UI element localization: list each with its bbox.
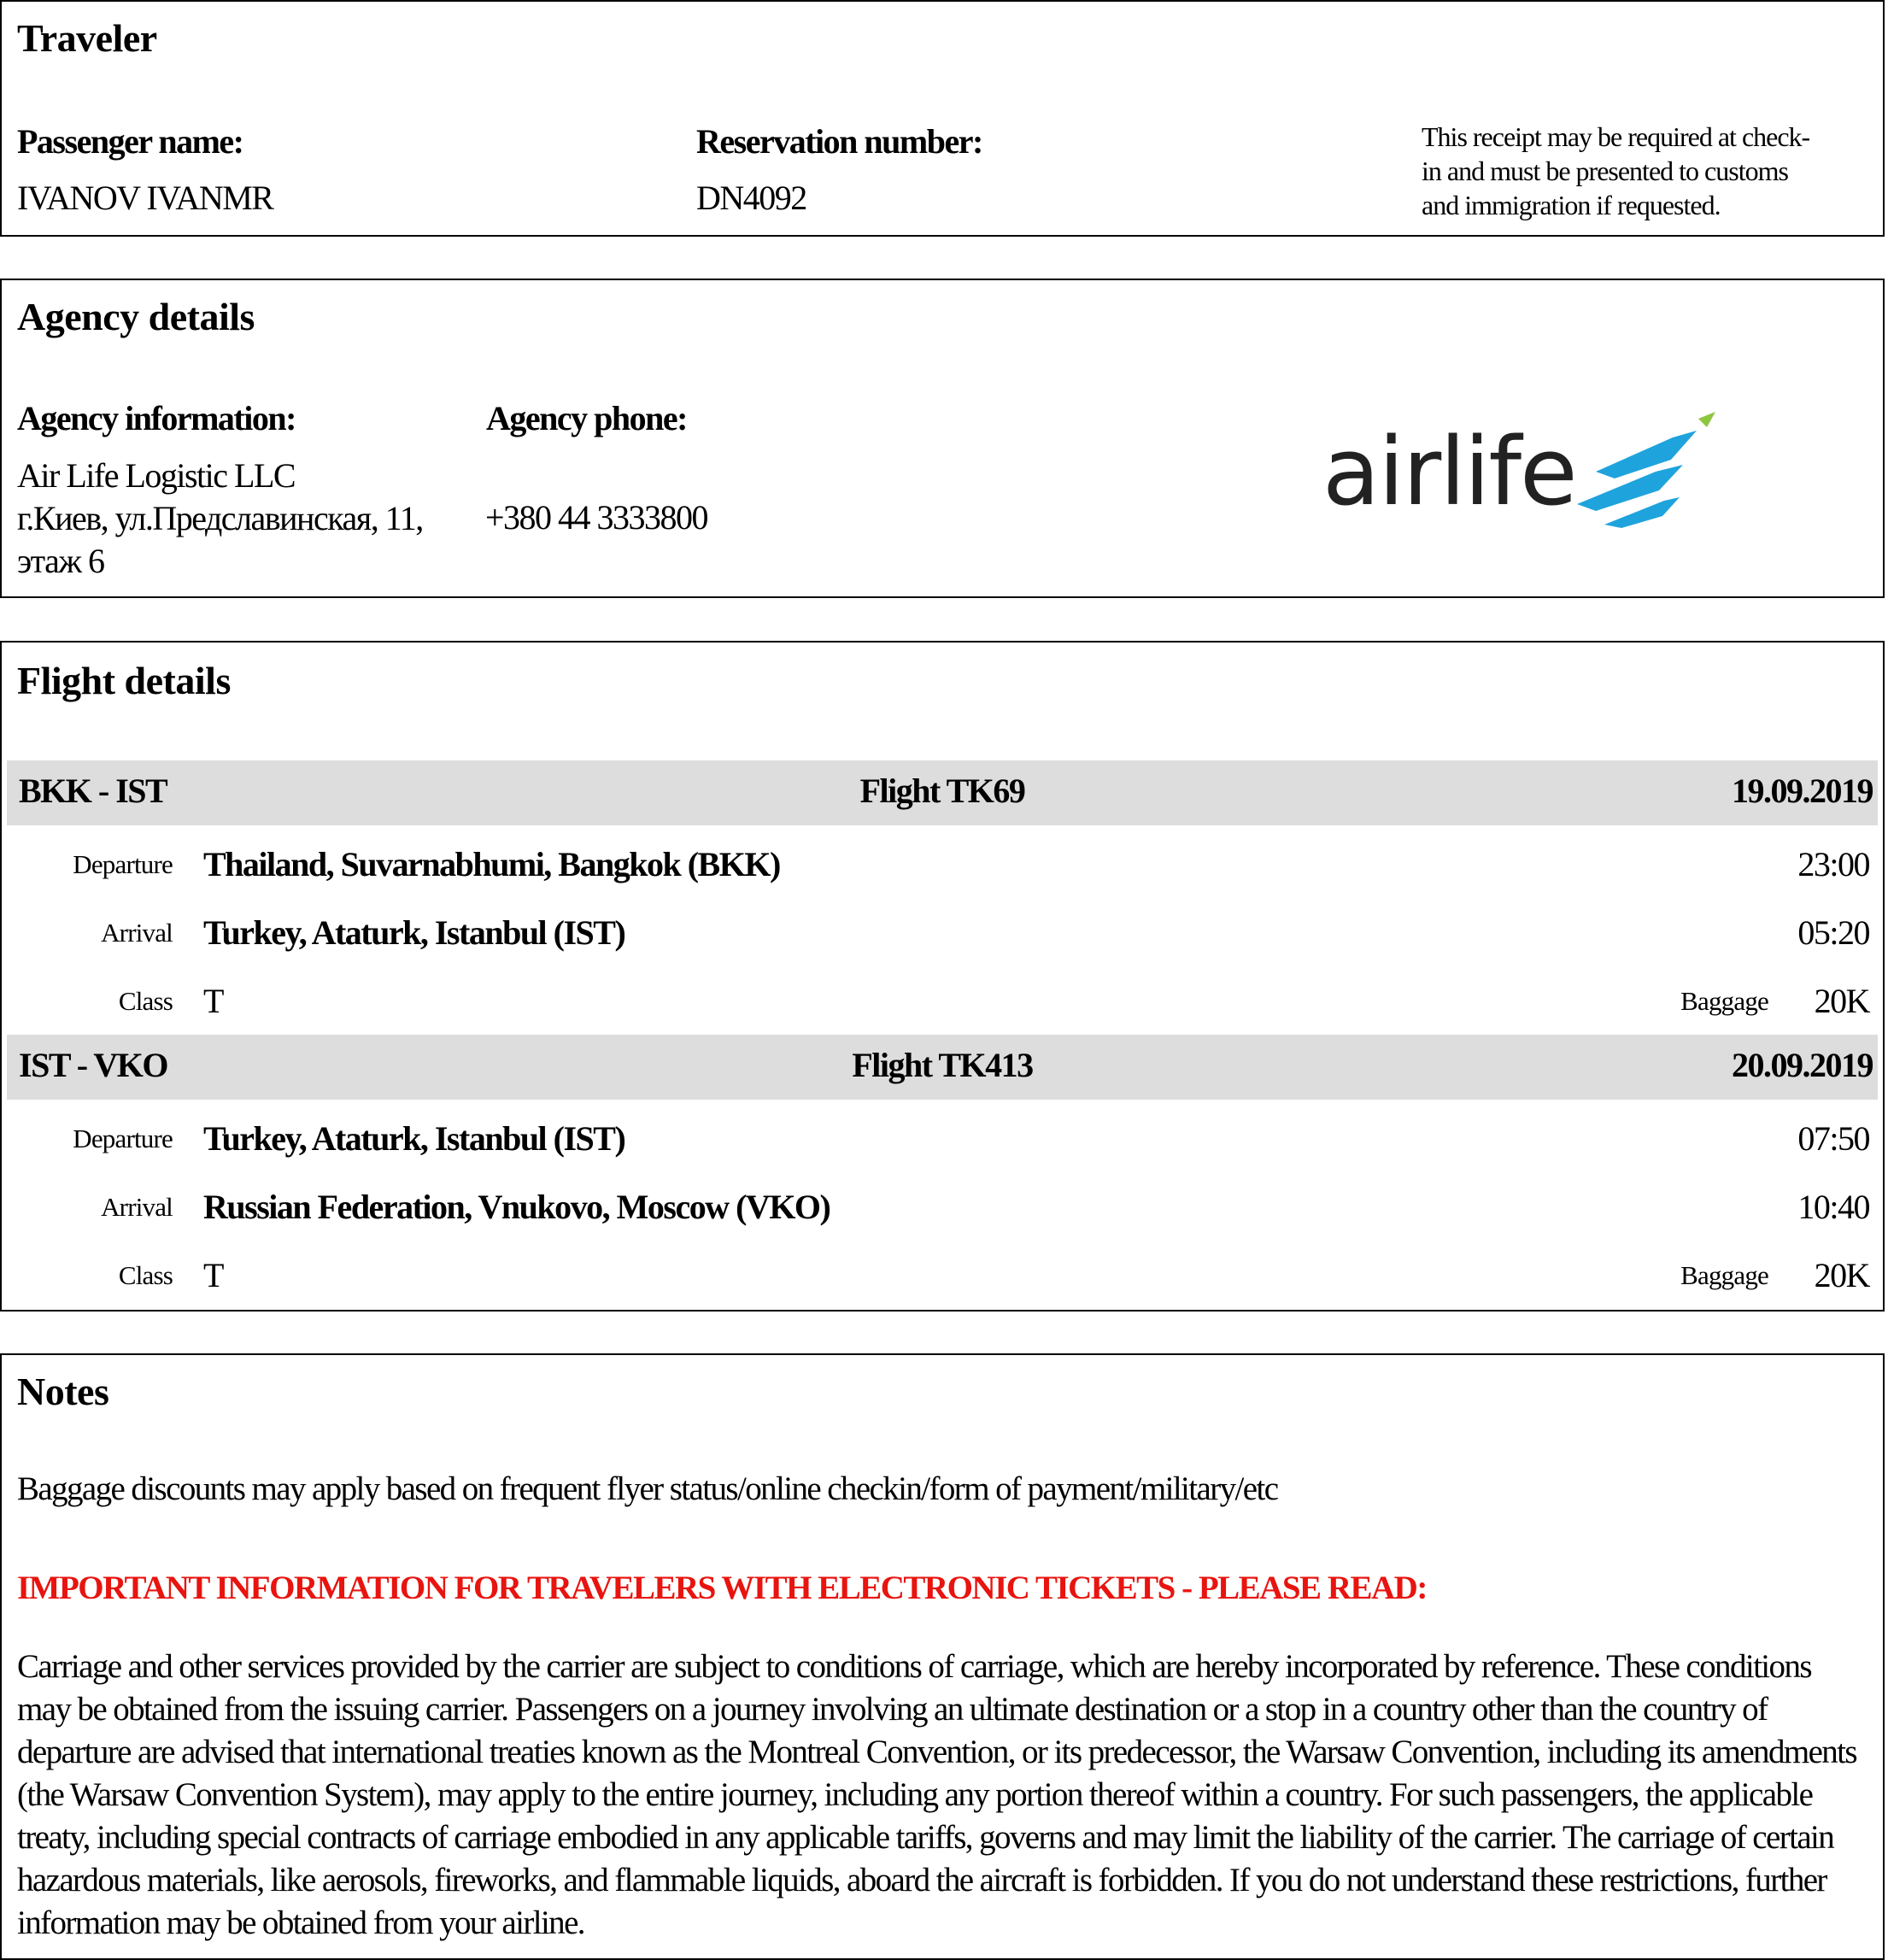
passenger-name-value: IVANOV IVANMR	[17, 179, 273, 217]
agency-information-label: Agency information:	[17, 399, 296, 437]
flight-segment-header	[7, 1035, 1878, 1100]
departure-label: Departure	[73, 1124, 173, 1153]
class-value: T	[203, 1256, 223, 1294]
agency-name: Air Life Logistic LLC	[17, 456, 296, 495]
arrival-airport: Turkey, Ataturk, Istanbul (IST)	[203, 913, 625, 952]
airlife-logo-text: airlife	[1322, 417, 1576, 526]
departure-row	[2, 836, 1883, 887]
class-value: T	[203, 982, 223, 1020]
arrival-airport: Russian Federation, Vnukovo, Moscow (VKO)	[203, 1188, 830, 1226]
class-label: Class	[118, 986, 173, 1016]
departure-airport: Thailand, Suvarnabhumi, Bangkok (BKK)	[203, 845, 780, 883]
agency-phone-label: Agency phone:	[486, 399, 687, 437]
segment-date: 20.09.2019	[1732, 1046, 1873, 1084]
conditions-of-carriage-text: Carriage and other services provided by the carrier are subject to conditions of carriage, which are hereby incorporated by reference. These conditions may be obtained from the issuing carrier. Passengers on a journey involving an ultimate destination or a stop in a country other than the country of departure are advised that international treaties known as the Montreal Convention, or its predecessor, the Warsaw Convention, including its amendments (the Warsaw Convention System), may apply to the entire journey, including any portion thereof within a country. For such passengers, the applicable treaty, including special contracts of carriage embodied in any applicable tariffs, governs and may limit the liability of the carrier. The carriage of certain hazardous materials, like aerosols, fireworks, and flammable liquids, aboard the aircraft is forbidden. If you do not understand these restrictions, further information may be obtained from your airline.	[17, 1648, 1856, 1941]
departure-airport: Turkey, Ataturk, Istanbul (IST)	[203, 1119, 625, 1158]
receipt-note-line: and immigration if requested.	[1422, 190, 1721, 220]
airlife-logo	[1322, 412, 1715, 531]
notes-section	[0, 1353, 1885, 1960]
departure-row	[2, 1110, 1883, 1161]
agency-information-value	[17, 455, 423, 583]
segment-flight-number: Flight TK69	[859, 772, 1025, 810]
segment-flight-number: Flight TK413	[852, 1046, 1033, 1084]
agency-title: Agency details	[17, 295, 255, 338]
arrival-time: 05:20	[1797, 913, 1869, 952]
notes-title: Notes	[17, 1370, 109, 1413]
arrival-label: Arrival	[101, 918, 173, 948]
agency-address-line: этаж 6	[17, 542, 104, 580]
arrival-row	[2, 904, 1883, 955]
passenger-name-label: Passenger name:	[17, 122, 243, 161]
departure-time: 07:50	[1797, 1119, 1869, 1158]
agency-address-line: г.Киев, ул.Предславинская, 11,	[17, 499, 423, 537]
departure-label: Departure	[73, 849, 173, 879]
important-info-heading: IMPORTANT INFORMATION FOR TRAVELERS WITH ELECTRONIC TICKETS - PLEASE READ:	[17, 1570, 1427, 1606]
class-baggage-row	[2, 1247, 1883, 1298]
baggage-value: 20K	[1814, 982, 1869, 1020]
traveler-title: Traveler	[17, 16, 157, 60]
departure-time: 23:00	[1797, 845, 1869, 883]
reservation-number-value: DN4092	[696, 179, 806, 217]
baggage-label: Baggage	[1680, 986, 1768, 1016]
baggage-value: 20K	[1814, 1256, 1869, 1294]
traveler-section	[0, 0, 1885, 237]
agency-phone-value: +380 44 3333800	[485, 498, 708, 537]
segment-route: IST - VKO	[19, 1046, 167, 1084]
segment-date: 19.09.2019	[1732, 772, 1873, 810]
agency-section	[0, 279, 1885, 598]
flight-segment-header	[7, 760, 1878, 825]
segment-route: BKK - IST	[19, 772, 167, 810]
class-baggage-row	[2, 972, 1883, 1024]
flight-details-section	[0, 641, 1885, 1312]
reservation-number-label: Reservation number:	[696, 122, 982, 161]
receipt-note	[1422, 120, 1809, 222]
arrival-row	[2, 1178, 1883, 1229]
receipt-note-line: in and must be presented to customs	[1422, 156, 1788, 186]
flight-details-title: Flight details	[17, 659, 231, 702]
arrival-time: 10:40	[1797, 1188, 1869, 1226]
airlife-wing-icon	[1570, 412, 1715, 531]
receipt-note-line: This receipt may be required at check-	[1422, 121, 1810, 152]
arrival-label: Arrival	[101, 1192, 173, 1222]
class-label: Class	[118, 1260, 173, 1290]
baggage-label: Baggage	[1680, 1260, 1768, 1290]
baggage-discount-note: Baggage discounts may apply based on frequent flyer status/online checkin/form of payment/military/etc	[17, 1470, 1278, 1507]
